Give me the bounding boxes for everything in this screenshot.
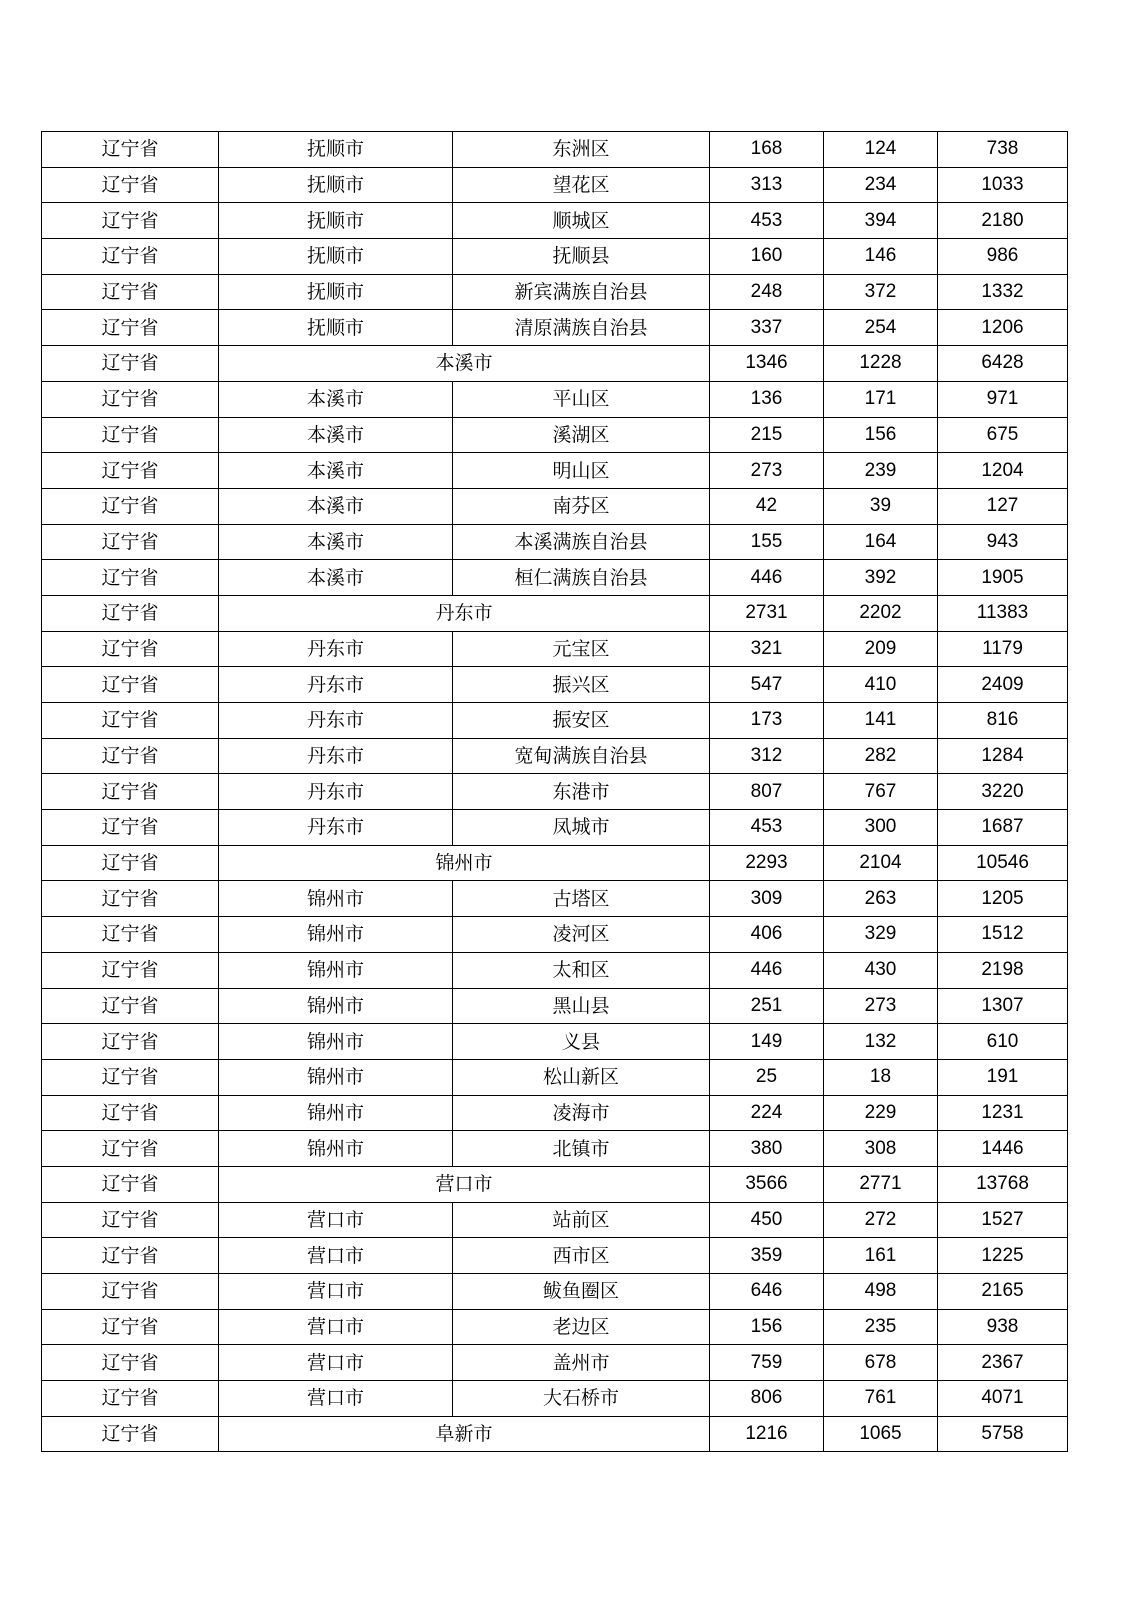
value-cell-1: 224 (710, 1095, 824, 1131)
city-cell: 本溪市 (219, 453, 453, 489)
district-cell: 西市区 (453, 1238, 710, 1274)
value-cell-2: 146 (824, 239, 938, 275)
city-cell: 锦州市 (219, 1131, 453, 1167)
district-cell: 松山新区 (453, 1059, 710, 1095)
table-row (42, 1202, 1068, 1238)
province-cell: 辽宁省 (42, 132, 219, 168)
province-cell: 辽宁省 (42, 1131, 219, 1167)
table-row (42, 1095, 1068, 1131)
table-row (42, 453, 1068, 489)
district-cell: 抚顺县 (453, 239, 710, 275)
province-cell: 辽宁省 (42, 1202, 219, 1238)
city-cell: 本溪市 (219, 417, 453, 453)
value-cell-2: 410 (824, 667, 938, 703)
city-cell: 丹东市 (219, 703, 453, 739)
value-cell-1: 312 (710, 738, 824, 774)
province-cell: 辽宁省 (42, 667, 219, 703)
province-cell: 辽宁省 (42, 1238, 219, 1274)
city-total-cell: 锦州市 (219, 845, 710, 881)
value-cell-1: 168 (710, 132, 824, 168)
district-cell: 顺城区 (453, 203, 710, 239)
table-row (42, 167, 1068, 203)
district-cell: 北镇市 (453, 1131, 710, 1167)
value-cell-1: 25 (710, 1059, 824, 1095)
province-cell: 辽宁省 (42, 1059, 219, 1095)
district-cell: 古塔区 (453, 881, 710, 917)
value-cell-3: 6428 (938, 346, 1068, 382)
value-cell-2: 39 (824, 488, 938, 524)
table-row (42, 1274, 1068, 1310)
value-cell-3: 1206 (938, 310, 1068, 346)
value-cell-2: 392 (824, 560, 938, 596)
district-cell: 东洲区 (453, 132, 710, 168)
value-cell-3: 1687 (938, 810, 1068, 846)
value-cell-3: 11383 (938, 595, 1068, 631)
district-cell: 老边区 (453, 1309, 710, 1345)
value-cell-2: 164 (824, 524, 938, 560)
value-cell-3: 127 (938, 488, 1068, 524)
district-cell: 望花区 (453, 167, 710, 203)
value-cell-2: 2104 (824, 845, 938, 881)
value-cell-3: 3220 (938, 774, 1068, 810)
value-cell-3: 4071 (938, 1381, 1068, 1417)
table-row (42, 667, 1068, 703)
province-cell: 辽宁省 (42, 810, 219, 846)
value-cell-1: 646 (710, 1274, 824, 1310)
city-cell: 本溪市 (219, 488, 453, 524)
province-cell: 辽宁省 (42, 274, 219, 310)
city-cell: 抚顺市 (219, 203, 453, 239)
district-cell: 本溪满族自治县 (453, 524, 710, 560)
value-cell-1: 136 (710, 381, 824, 417)
district-cell: 明山区 (453, 453, 710, 489)
value-cell-1: 453 (710, 203, 824, 239)
province-cell: 辽宁省 (42, 988, 219, 1024)
value-cell-3: 986 (938, 239, 1068, 275)
table-row (42, 1131, 1068, 1167)
value-cell-1: 446 (710, 952, 824, 988)
data-table (41, 131, 1068, 1452)
value-cell-1: 273 (710, 453, 824, 489)
value-cell-3: 1205 (938, 881, 1068, 917)
value-cell-2: 300 (824, 810, 938, 846)
table-row (42, 381, 1068, 417)
city-total-cell: 阜新市 (219, 1416, 710, 1452)
value-cell-1: 337 (710, 310, 824, 346)
value-cell-2: 18 (824, 1059, 938, 1095)
table-row (42, 488, 1068, 524)
table-row (42, 274, 1068, 310)
city-cell: 本溪市 (219, 524, 453, 560)
value-cell-2: 239 (824, 453, 938, 489)
table-row-city-total (42, 346, 1068, 382)
province-cell: 辽宁省 (42, 524, 219, 560)
value-cell-3: 1307 (938, 988, 1068, 1024)
value-cell-3: 191 (938, 1059, 1068, 1095)
value-cell-1: 547 (710, 667, 824, 703)
city-cell: 抚顺市 (219, 274, 453, 310)
province-cell: 辽宁省 (42, 1416, 219, 1452)
district-cell: 大石桥市 (453, 1381, 710, 1417)
value-cell-2: 263 (824, 881, 938, 917)
district-cell: 清原满族自治县 (453, 310, 710, 346)
value-cell-3: 1332 (938, 274, 1068, 310)
district-cell: 黑山县 (453, 988, 710, 1024)
table-body (42, 132, 1068, 1452)
value-cell-2: 1065 (824, 1416, 938, 1452)
city-cell: 本溪市 (219, 381, 453, 417)
city-cell: 营口市 (219, 1274, 453, 1310)
value-cell-3: 2180 (938, 203, 1068, 239)
province-cell: 辽宁省 (42, 1381, 219, 1417)
district-cell: 新宾满族自治县 (453, 274, 710, 310)
table-row (42, 774, 1068, 810)
district-cell: 振安区 (453, 703, 710, 739)
city-cell: 丹东市 (219, 810, 453, 846)
value-cell-1: 807 (710, 774, 824, 810)
district-cell: 太和区 (453, 952, 710, 988)
city-total-cell: 丹东市 (219, 595, 710, 631)
value-cell-3: 1231 (938, 1095, 1068, 1131)
table-row (42, 952, 1068, 988)
district-cell: 南芬区 (453, 488, 710, 524)
value-cell-1: 321 (710, 631, 824, 667)
district-cell: 站前区 (453, 1202, 710, 1238)
city-cell: 营口市 (219, 1238, 453, 1274)
value-cell-2: 254 (824, 310, 938, 346)
value-cell-2: 767 (824, 774, 938, 810)
value-cell-2: 234 (824, 167, 938, 203)
city-cell: 锦州市 (219, 1024, 453, 1060)
table-row-city-total (42, 595, 1068, 631)
value-cell-1: 2731 (710, 595, 824, 631)
table-row-city-total (42, 1166, 1068, 1202)
value-cell-2: 430 (824, 952, 938, 988)
value-cell-2: 132 (824, 1024, 938, 1060)
value-cell-1: 149 (710, 1024, 824, 1060)
city-cell: 锦州市 (219, 988, 453, 1024)
value-cell-1: 759 (710, 1345, 824, 1381)
value-cell-1: 155 (710, 524, 824, 560)
value-cell-2: 761 (824, 1381, 938, 1417)
table-row (42, 1345, 1068, 1381)
value-cell-3: 1905 (938, 560, 1068, 596)
table-row (42, 810, 1068, 846)
table-row (42, 1059, 1068, 1095)
value-cell-2: 235 (824, 1309, 938, 1345)
province-cell: 辽宁省 (42, 881, 219, 917)
district-cell: 东港市 (453, 774, 710, 810)
district-cell: 盖州市 (453, 1345, 710, 1381)
district-cell: 宽甸满族自治县 (453, 738, 710, 774)
table-row (42, 1024, 1068, 1060)
district-cell: 振兴区 (453, 667, 710, 703)
value-cell-3: 10546 (938, 845, 1068, 881)
value-cell-3: 1527 (938, 1202, 1068, 1238)
city-total-cell: 营口市 (219, 1166, 710, 1202)
province-cell: 辽宁省 (42, 381, 219, 417)
district-cell: 鲅鱼圈区 (453, 1274, 710, 1310)
province-cell: 辽宁省 (42, 917, 219, 953)
district-cell: 桓仁满族自治县 (453, 560, 710, 596)
value-cell-1: 380 (710, 1131, 824, 1167)
table-row (42, 310, 1068, 346)
value-cell-1: 1346 (710, 346, 824, 382)
city-cell: 抚顺市 (219, 239, 453, 275)
value-cell-1: 446 (710, 560, 824, 596)
table-row (42, 132, 1068, 168)
district-cell: 平山区 (453, 381, 710, 417)
value-cell-1: 248 (710, 274, 824, 310)
value-cell-2: 272 (824, 1202, 938, 1238)
value-cell-3: 738 (938, 132, 1068, 168)
table-row (42, 988, 1068, 1024)
table-row (42, 917, 1068, 953)
value-cell-2: 2771 (824, 1166, 938, 1202)
province-cell: 辽宁省 (42, 453, 219, 489)
province-cell: 辽宁省 (42, 1024, 219, 1060)
value-cell-2: 372 (824, 274, 938, 310)
city-cell: 丹东市 (219, 631, 453, 667)
province-cell: 辽宁省 (42, 488, 219, 524)
province-cell: 辽宁省 (42, 703, 219, 739)
value-cell-1: 173 (710, 703, 824, 739)
table-row (42, 881, 1068, 917)
province-cell: 辽宁省 (42, 417, 219, 453)
table-row (42, 1381, 1068, 1417)
province-cell: 辽宁省 (42, 1345, 219, 1381)
value-cell-2: 141 (824, 703, 938, 739)
province-cell: 辽宁省 (42, 239, 219, 275)
city-cell: 营口市 (219, 1381, 453, 1417)
value-cell-3: 1033 (938, 167, 1068, 203)
value-cell-2: 209 (824, 631, 938, 667)
value-cell-2: 161 (824, 1238, 938, 1274)
table-row (42, 703, 1068, 739)
province-cell: 辽宁省 (42, 845, 219, 881)
value-cell-2: 498 (824, 1274, 938, 1310)
province-cell: 辽宁省 (42, 952, 219, 988)
city-cell: 丹东市 (219, 738, 453, 774)
table-row-city-total (42, 1416, 1068, 1452)
value-cell-1: 251 (710, 988, 824, 1024)
value-cell-2: 329 (824, 917, 938, 953)
value-cell-2: 171 (824, 381, 938, 417)
table-row (42, 524, 1068, 560)
table-row (42, 560, 1068, 596)
value-cell-3: 938 (938, 1309, 1068, 1345)
value-cell-3: 13768 (938, 1166, 1068, 1202)
city-cell: 营口市 (219, 1202, 453, 1238)
value-cell-2: 394 (824, 203, 938, 239)
table-row (42, 203, 1068, 239)
table-row (42, 631, 1068, 667)
value-cell-1: 160 (710, 239, 824, 275)
value-cell-2: 229 (824, 1095, 938, 1131)
province-cell: 辽宁省 (42, 310, 219, 346)
value-cell-1: 42 (710, 488, 824, 524)
value-cell-1: 215 (710, 417, 824, 453)
district-cell: 凤城市 (453, 810, 710, 846)
province-cell: 辽宁省 (42, 1166, 219, 1202)
value-cell-3: 1446 (938, 1131, 1068, 1167)
city-total-cell: 本溪市 (219, 346, 710, 382)
value-cell-3: 675 (938, 417, 1068, 453)
value-cell-3: 5758 (938, 1416, 1068, 1452)
city-cell: 锦州市 (219, 1059, 453, 1095)
province-cell: 辽宁省 (42, 738, 219, 774)
value-cell-3: 971 (938, 381, 1068, 417)
value-cell-3: 2367 (938, 1345, 1068, 1381)
province-cell: 辽宁省 (42, 167, 219, 203)
value-cell-2: 678 (824, 1345, 938, 1381)
value-cell-2: 156 (824, 417, 938, 453)
province-cell: 辽宁省 (42, 595, 219, 631)
province-cell: 辽宁省 (42, 1095, 219, 1131)
value-cell-1: 406 (710, 917, 824, 953)
city-cell: 锦州市 (219, 1095, 453, 1131)
table-row (42, 239, 1068, 275)
province-cell: 辽宁省 (42, 1274, 219, 1310)
table-row (42, 1238, 1068, 1274)
city-cell: 丹东市 (219, 774, 453, 810)
district-cell: 元宝区 (453, 631, 710, 667)
city-cell: 抚顺市 (219, 310, 453, 346)
value-cell-1: 3566 (710, 1166, 824, 1202)
value-cell-2: 273 (824, 988, 938, 1024)
value-cell-1: 359 (710, 1238, 824, 1274)
province-cell: 辽宁省 (42, 774, 219, 810)
value-cell-1: 156 (710, 1309, 824, 1345)
city-cell: 抚顺市 (219, 167, 453, 203)
value-cell-1: 2293 (710, 845, 824, 881)
value-cell-2: 308 (824, 1131, 938, 1167)
city-cell: 本溪市 (219, 560, 453, 596)
value-cell-3: 1179 (938, 631, 1068, 667)
value-cell-1: 309 (710, 881, 824, 917)
city-cell: 抚顺市 (219, 132, 453, 168)
province-cell: 辽宁省 (42, 1309, 219, 1345)
value-cell-3: 943 (938, 524, 1068, 560)
value-cell-3: 2198 (938, 952, 1068, 988)
value-cell-1: 313 (710, 167, 824, 203)
district-cell: 凌河区 (453, 917, 710, 953)
city-cell: 营口市 (219, 1345, 453, 1381)
district-cell: 凌海市 (453, 1095, 710, 1131)
city-cell: 锦州市 (219, 952, 453, 988)
province-cell: 辽宁省 (42, 631, 219, 667)
district-cell: 溪湖区 (453, 417, 710, 453)
value-cell-3: 1204 (938, 453, 1068, 489)
table-row (42, 1309, 1068, 1345)
city-cell: 丹东市 (219, 667, 453, 703)
value-cell-2: 282 (824, 738, 938, 774)
province-cell: 辽宁省 (42, 560, 219, 596)
table-row (42, 738, 1068, 774)
province-cell: 辽宁省 (42, 346, 219, 382)
value-cell-3: 1225 (938, 1238, 1068, 1274)
value-cell-2: 124 (824, 132, 938, 168)
value-cell-1: 450 (710, 1202, 824, 1238)
value-cell-1: 1216 (710, 1416, 824, 1452)
province-cell: 辽宁省 (42, 203, 219, 239)
value-cell-3: 2165 (938, 1274, 1068, 1310)
table-row (42, 417, 1068, 453)
value-cell-2: 2202 (824, 595, 938, 631)
value-cell-1: 806 (710, 1381, 824, 1417)
city-cell: 营口市 (219, 1309, 453, 1345)
city-cell: 锦州市 (219, 917, 453, 953)
value-cell-3: 1512 (938, 917, 1068, 953)
table-row-city-total (42, 845, 1068, 881)
value-cell-1: 453 (710, 810, 824, 846)
value-cell-3: 610 (938, 1024, 1068, 1060)
value-cell-3: 1284 (938, 738, 1068, 774)
value-cell-2: 1228 (824, 346, 938, 382)
value-cell-3: 2409 (938, 667, 1068, 703)
value-cell-3: 816 (938, 703, 1068, 739)
city-cell: 锦州市 (219, 881, 453, 917)
district-cell: 义县 (453, 1024, 710, 1060)
